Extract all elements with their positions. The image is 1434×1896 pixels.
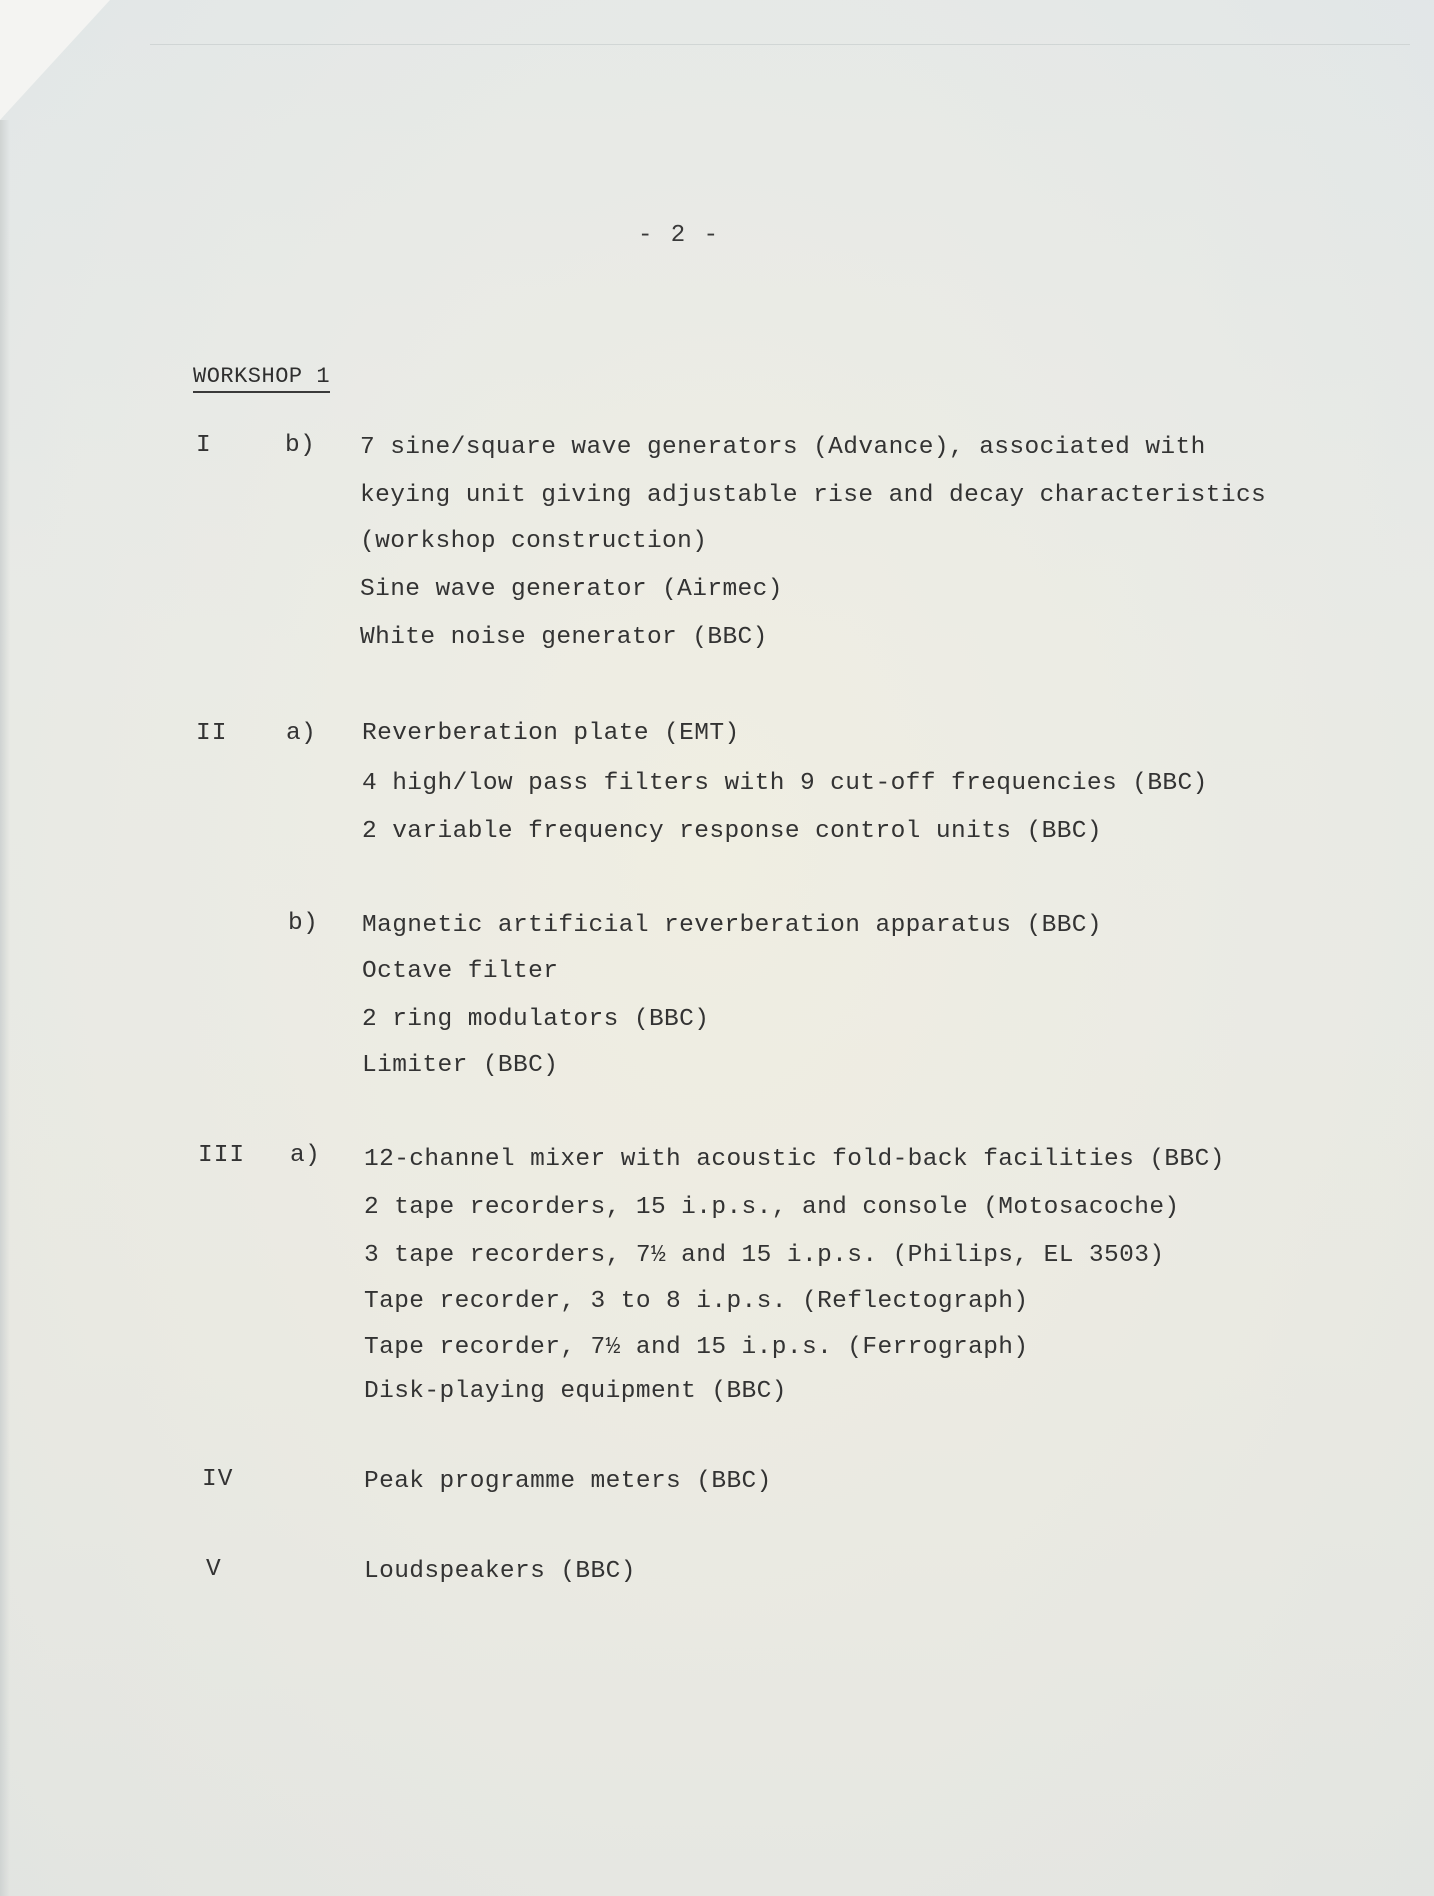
equipment-item: Peak programme meters (BBC) <box>364 1468 772 1495</box>
equipment-item: 2 tape recorders, 15 i.p.s., and console (Motosacoche) <box>364 1194 1180 1221</box>
equipment-item: Tape recorder, 7½ and 15 i.p.s. (Ferrograph) <box>364 1334 1029 1361</box>
subsection-letter: b) <box>285 432 316 459</box>
section-numeral: V <box>206 1556 222 1583</box>
subsection-letter: a) <box>286 720 317 747</box>
equipment-item: Sine wave generator (Airmec) <box>360 576 783 603</box>
equipment-item: Disk-playing equipment (BBC) <box>364 1378 787 1405</box>
equipment-item: (workshop construction) <box>360 528 708 555</box>
section-numeral: I <box>196 432 212 459</box>
page-number: - 2 - <box>638 222 721 249</box>
page-top-edge <box>150 44 1410 45</box>
page-edge-shadow <box>0 120 10 1896</box>
equipment-item: 4 high/low pass filters with 9 cut-off frequencies (BBC) <box>362 770 1208 797</box>
section-numeral: III <box>198 1142 246 1169</box>
page-heading: WORKSHOP 1 <box>193 364 330 393</box>
subsection-letter: b) <box>288 910 319 937</box>
equipment-item: 12-channel mixer with acoustic fold-back facilities (BBC) <box>364 1146 1225 1173</box>
equipment-item: Tape recorder, 3 to 8 i.p.s. (Reflectograph) <box>364 1288 1029 1315</box>
equipment-item: Octave filter <box>362 958 559 985</box>
section-numeral: II <box>196 720 228 747</box>
equipment-item: Loudspeakers (BBC) <box>364 1558 636 1585</box>
equipment-item: Magnetic artificial reverberation apparatus (BBC) <box>362 912 1103 939</box>
equipment-item: White noise generator (BBC) <box>360 624 768 651</box>
subsection-letter: a) <box>290 1142 321 1169</box>
equipment-item: 2 variable frequency response control units (BBC) <box>362 818 1103 845</box>
equipment-item: 2 ring modulators (BBC) <box>362 1006 710 1033</box>
equipment-item: keying unit giving adjustable rise and decay characteristics <box>360 482 1267 509</box>
equipment-item: 3 tape recorders, 7½ and 15 i.p.s. (Philips, EL 3503) <box>364 1242 1165 1269</box>
folded-corner <box>0 0 110 120</box>
equipment-item: 7 sine/square wave generators (Advance), associated with <box>360 434 1206 461</box>
equipment-item: Limiter (BBC) <box>362 1052 559 1079</box>
equipment-item: Reverberation plate (EMT) <box>362 720 740 747</box>
section-numeral: IV <box>202 1466 234 1493</box>
